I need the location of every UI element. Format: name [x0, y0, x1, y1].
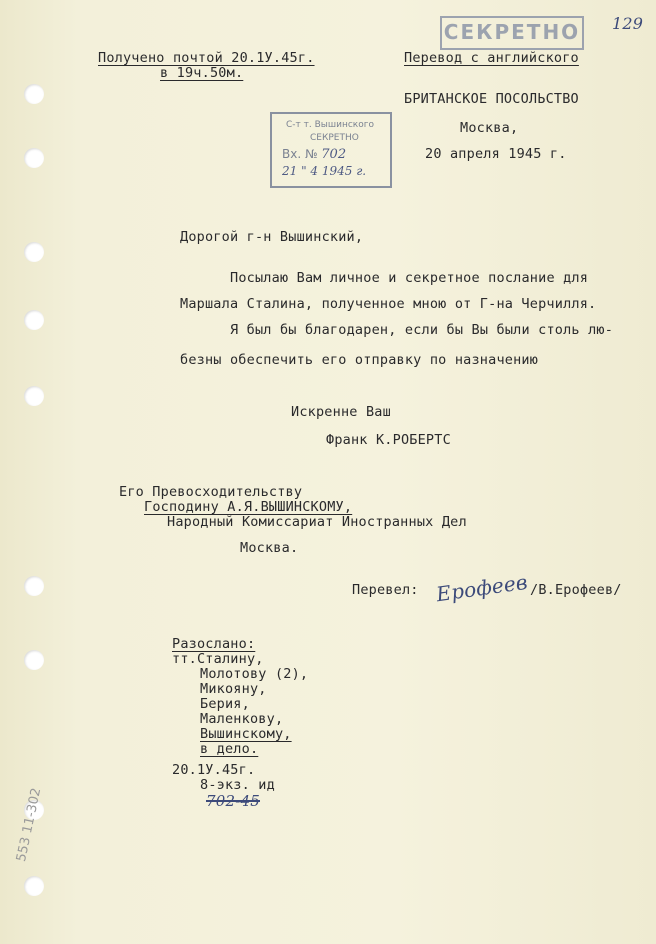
- incoming-secret: СЕКРЕТНО: [310, 133, 359, 143]
- body-line: Посылаю Вам личное и секретное послание для: [230, 270, 589, 286]
- letter-date: 20 апреля 1945 г.: [425, 146, 567, 162]
- incoming-label: Вх. №: [282, 147, 318, 161]
- closing: Искренне Ваш: [291, 404, 391, 420]
- incoming-number: 702: [321, 147, 347, 162]
- translator-name: /В.Ерофеев/: [530, 582, 622, 598]
- received-line-1: Получено почтой 20.1У.45г.: [98, 50, 315, 66]
- copies-count: 8-экз. ид: [200, 777, 275, 793]
- recipient: Маленкову,: [200, 711, 284, 727]
- recipient: тт.Сталину,: [172, 651, 264, 667]
- crossed-number: 702-45: [206, 792, 260, 810]
- embassy-name: БРИТАНСКОЕ ПОСОЛЬСТВО: [404, 91, 579, 107]
- recipient: Вышинскому,: [200, 726, 292, 742]
- translation-note: Перевод с английского: [404, 50, 579, 66]
- page-number: 129: [612, 14, 644, 33]
- punch-hole: [24, 148, 44, 168]
- distribution-heading: Разослано:: [172, 636, 256, 652]
- recipient: Молотову (2),: [200, 666, 309, 682]
- punch-hole: [24, 576, 44, 596]
- punch-hole: [24, 876, 44, 896]
- punch-hole: [24, 650, 44, 670]
- secret-stamp: СЕКРЕТНО: [440, 16, 584, 50]
- body-line: Я был бы благодарен, если бы Вы были столь лю-: [230, 322, 614, 338]
- body-line: Маршала Сталина, полученное мною от Г-на Черчилля.: [180, 296, 597, 312]
- margin-note: 553 11-302: [14, 786, 45, 864]
- punch-hole: [24, 242, 44, 262]
- addressee-line: Его Превосходительству: [119, 484, 303, 500]
- city: Москва,: [460, 120, 519, 136]
- translator-label: Перевел:: [352, 582, 419, 598]
- salutation: Дорогой г-н Вышинский,: [180, 229, 364, 245]
- recipient: в дело.: [200, 741, 259, 757]
- punch-hole: [24, 386, 44, 406]
- body-line: безны обеспечить его отправку по назначению: [180, 352, 539, 368]
- incoming-date: 21 " 4 1945 г.: [282, 164, 367, 178]
- punch-hole: [24, 310, 44, 330]
- addressee-line: Господину А.Я.ВЫШИНСКОМУ,: [144, 499, 353, 515]
- translator-handwritten-signature: Ерофеев: [434, 569, 530, 607]
- incoming-stamp: [270, 112, 392, 188]
- recipient: Микояну,: [200, 681, 267, 697]
- punch-hole: [24, 84, 44, 104]
- received-line-2: в 19ч.50м.: [160, 65, 244, 81]
- addressee-line: Москва.: [240, 540, 299, 556]
- incoming-office: С-т т. Вышинского: [286, 120, 374, 130]
- sender-signature: Франк К.РОБЕРТС: [326, 432, 451, 448]
- distribution-date: 20.1У.45г.: [172, 762, 256, 778]
- recipient: Берия,: [200, 696, 250, 712]
- addressee-line: Народный Комиссариат Иностранных Дел: [167, 514, 467, 530]
- incoming-label-row: [282, 147, 346, 162]
